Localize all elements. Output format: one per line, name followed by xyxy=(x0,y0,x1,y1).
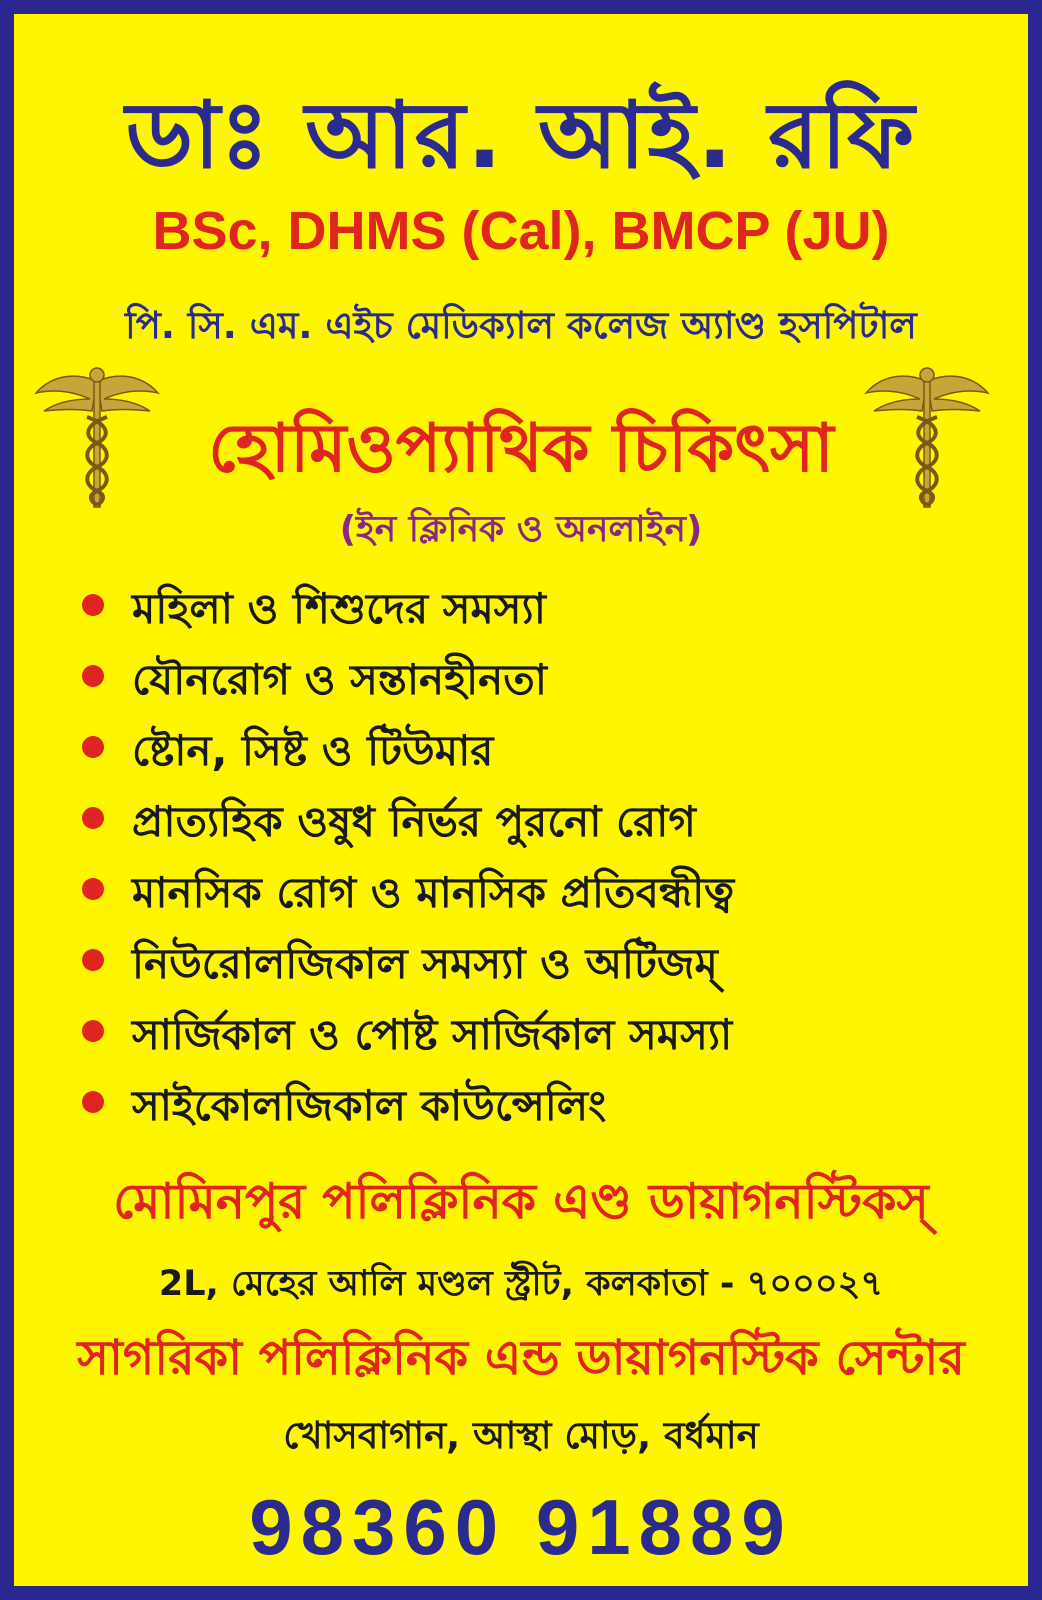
service-label: প্রাত্যহিক ওষুধ নির্ভর পুরনো রোগ xyxy=(132,797,696,846)
doctor-degrees: BSc, DHMS (Cal), BMCP (JU) xyxy=(152,201,890,261)
clinic-name-kolkata: মোমিনপুর পলিক্লিনিক এণ্ড ডায়াগনস্টিকস্ xyxy=(113,1173,929,1230)
bullet-icon xyxy=(82,594,104,616)
service-label: নিউরোলজিকাল সমস্যা ও অটিজম্ xyxy=(132,939,718,988)
clinic-name-bardhaman: সাগরিকা পলিক্লিনিক এন্ড ডায়াগনস্টিক সেন্টার xyxy=(77,1330,965,1386)
service-item xyxy=(82,1067,1012,1138)
service-item xyxy=(82,854,1012,925)
bullet-icon xyxy=(82,807,104,829)
bullet-icon xyxy=(82,736,104,758)
bullet-icon xyxy=(82,1020,104,1042)
service-item xyxy=(82,925,1012,996)
service-label: যৌনরোগ ও সন্তানহীনতা xyxy=(132,655,547,704)
service-item xyxy=(82,712,1012,783)
service-item xyxy=(82,641,1012,712)
clinic-address-bardhaman: খোসবাগান, আস্থা মোড়, বর্ধমান xyxy=(283,1414,759,1457)
service-item xyxy=(82,783,1012,854)
phone-number[interactable]: 98360 91889 xyxy=(249,1483,793,1571)
bullet-icon xyxy=(82,1091,104,1113)
poster xyxy=(14,14,1028,1586)
treatment-mode: (ইন ক্লিনিক ও অনলাইন) xyxy=(339,509,703,550)
bullet-icon xyxy=(82,878,104,900)
bullet-icon xyxy=(82,665,104,687)
doctor-name: ডাঃ আর. আই. রফি xyxy=(125,82,917,189)
service-list xyxy=(82,570,1012,1138)
service-item xyxy=(82,996,1012,1067)
bullet-icon xyxy=(82,949,104,971)
treatment-title: হোমিওপ্যাথিক চিকিৎসা xyxy=(208,409,834,487)
service-label: ষ্টোন, সিষ্ট ও টিউমার xyxy=(132,726,494,775)
service-item xyxy=(82,570,1012,641)
college-name: পি. সি. এম. এইচ মেডিক্যাল কলেজ অ্যাণ্ড হসপিটাল xyxy=(125,304,917,347)
service-label: সাইকোলজিকাল কাউন্সেলিং xyxy=(132,1081,607,1130)
clinic-address-kolkata: 2L, মেহের আলি মণ্ডল স্ট্রীট, কলকাতা - ৭০০০২৭ xyxy=(158,1264,884,1304)
service-label: মানসিক রোগ ও মানসিক প্রতিবন্ধীত্ব xyxy=(132,868,735,917)
service-label: সার্জিকাল ও পোষ্ট সার্জিকাল সমস্যা xyxy=(132,1010,733,1059)
service-label: মহিলা ও শিশুদের সমস্যা xyxy=(132,584,546,633)
